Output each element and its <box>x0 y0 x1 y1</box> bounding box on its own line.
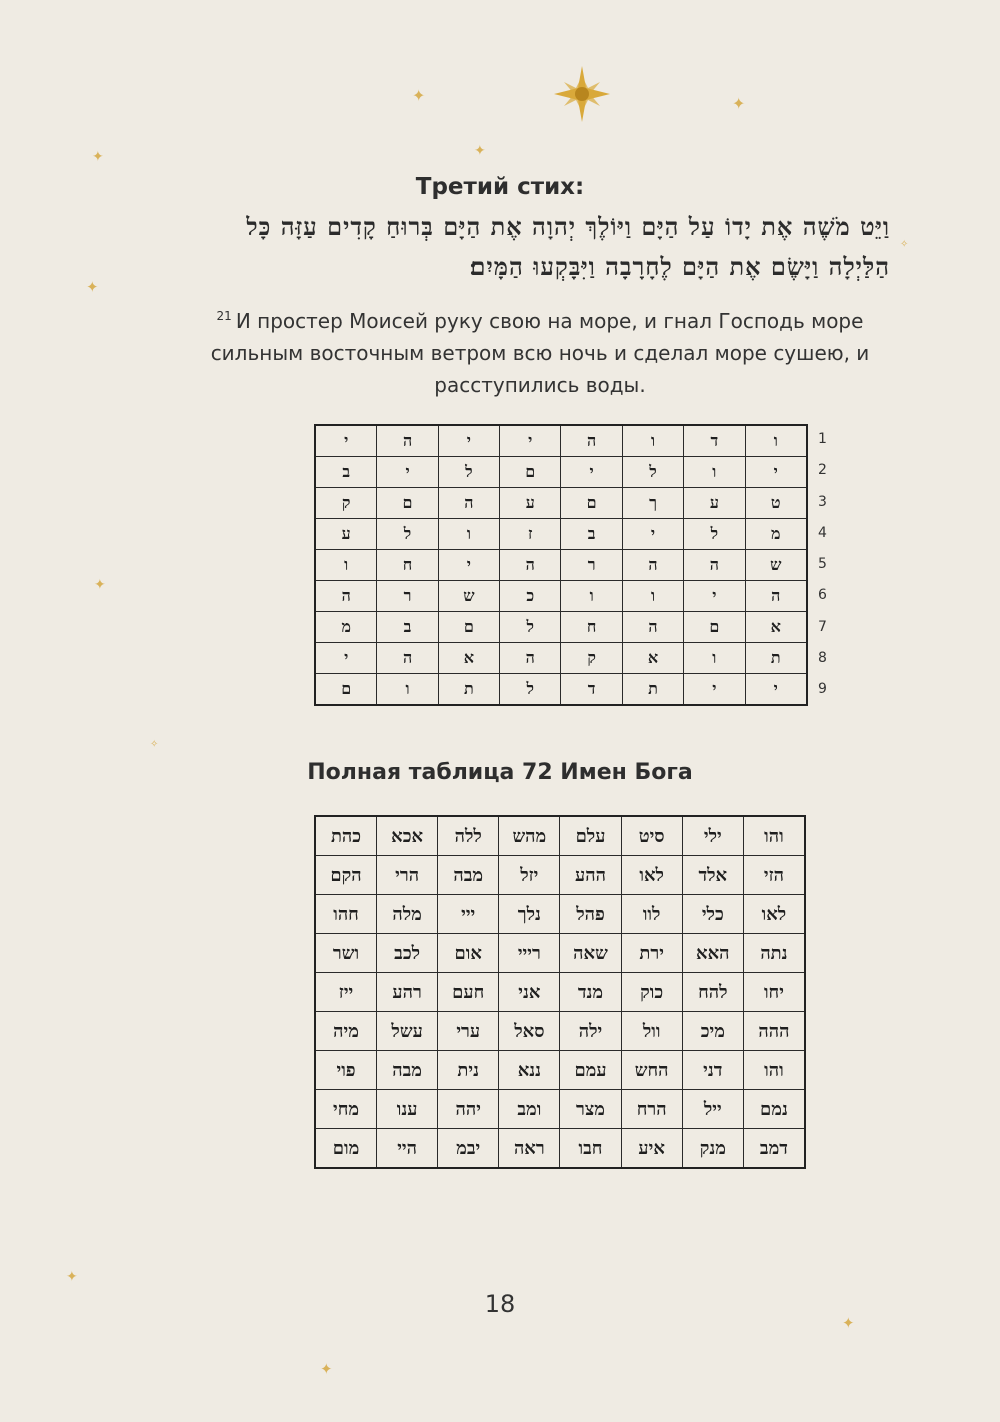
table-row <box>315 581 807 612</box>
name-cell: הרי <box>377 856 438 895</box>
name-cell: שאה <box>560 934 621 973</box>
letter-cell: ה <box>438 488 499 519</box>
name-cell: דמב <box>743 1129 805 1169</box>
name-cell: ערי <box>438 1012 499 1051</box>
name-cell: ושר <box>315 934 377 973</box>
letter-cell: ל <box>622 457 683 488</box>
name-cell: לאו <box>621 856 682 895</box>
verse-letters-table <box>314 424 808 706</box>
letter-cell: ת <box>622 674 683 706</box>
sun-icon <box>552 64 612 124</box>
letter-cell: ה <box>561 425 622 457</box>
name-cell: מיה <box>315 1012 377 1051</box>
letter-cell: ו <box>684 643 745 674</box>
name-cell: יחו <box>743 973 805 1012</box>
letter-cell: ש <box>438 581 499 612</box>
name-cell: נמם <box>743 1090 805 1129</box>
row-number: 3 <box>818 493 827 510</box>
row-numbers <box>818 424 838 706</box>
name-cell: ילה <box>560 1012 621 1051</box>
name-cell: פוי <box>315 1051 377 1090</box>
letter-cell: ה <box>622 550 683 581</box>
letter-cell: ו <box>622 425 683 457</box>
name-cell: מהש <box>499 816 560 856</box>
name-cell: יזל <box>499 856 560 895</box>
translation-text: И простер Моисей руку свою на море, и гнал Господь море сильным восточным ветром всю ночь и сделал море сушею, и расступились воды. <box>210 309 870 397</box>
letter-cell: ם <box>377 488 438 519</box>
letter-cell: י <box>684 674 745 706</box>
name-cell: איע <box>621 1129 682 1169</box>
letter-cell: י <box>315 425 377 457</box>
letter-cell: ק <box>315 488 377 519</box>
letter-cell: א <box>438 643 499 674</box>
letter-cell: י <box>315 643 377 674</box>
row-number: 8 <box>818 650 827 667</box>
name-cell: לכב <box>377 934 438 973</box>
table-row <box>315 816 805 856</box>
name-cell: ייי <box>438 895 499 934</box>
name-cell: לאו <box>743 895 805 934</box>
letter-cell: ו <box>684 457 745 488</box>
letter-cell: י <box>438 550 499 581</box>
letter-cell: ו <box>561 581 622 612</box>
letter-cell: ה <box>684 550 745 581</box>
name-cell: להח <box>682 973 743 1012</box>
row-number: 7 <box>818 618 827 635</box>
letter-cell: ע <box>500 488 561 519</box>
letter-cell: ר <box>377 581 438 612</box>
name-cell: כלי <box>682 895 743 934</box>
name-cell: ייז <box>315 973 377 1012</box>
name-cell: פהל <box>560 895 621 934</box>
name-cell: חהו <box>315 895 377 934</box>
star-icon: ✦ <box>320 1360 333 1378</box>
name-cell: והו <box>743 1051 805 1090</box>
letter-cell: ו <box>377 674 438 706</box>
letter-cell: ם <box>315 674 377 706</box>
name-cell: חבו <box>560 1129 621 1169</box>
section-title: Третий стих: <box>415 174 585 200</box>
name-cell: לוו <box>621 895 682 934</box>
letter-cell: ל <box>438 457 499 488</box>
letter-cell: ע <box>684 488 745 519</box>
star-icon: ✦ <box>92 149 104 165</box>
letter-cell: ו <box>745 425 807 457</box>
name-cell: החש <box>621 1051 682 1090</box>
name-cell: כהת <box>315 816 377 856</box>
table-row <box>315 519 807 550</box>
name-cell: מום <box>315 1129 377 1169</box>
name-cell: ענו <box>377 1090 438 1129</box>
table-row <box>315 1051 805 1090</box>
name-cell: הקם <box>315 856 377 895</box>
letter-cell: ו <box>438 519 499 550</box>
star-icon: ✦ <box>86 278 99 296</box>
letter-cell: ך <box>622 488 683 519</box>
letter-cell: א <box>622 643 683 674</box>
letter-cell: ת <box>745 643 807 674</box>
name-cell: יהה <box>438 1090 499 1129</box>
table-row <box>315 457 807 488</box>
name-cell: ללה <box>438 816 499 856</box>
letter-cell: ה <box>745 581 807 612</box>
name-cell: ננא <box>499 1051 560 1090</box>
name-cell: הזי <box>743 856 805 895</box>
name-cell: רייי <box>499 934 560 973</box>
letter-cell: מ <box>745 519 807 550</box>
names-table-title: Полная таблица 72 Имен Бога <box>307 760 693 785</box>
verse-number: 21 <box>216 309 232 323</box>
name-cell: מבה <box>438 856 499 895</box>
star-icon: ✦ <box>732 94 746 113</box>
page-number: 18 <box>484 1290 516 1318</box>
table-row <box>315 425 807 457</box>
star-icon: ✦ <box>66 1269 78 1285</box>
table-row <box>315 973 805 1012</box>
name-cell: מחי <box>315 1090 377 1129</box>
name-cell: אני <box>499 973 560 1012</box>
star-icon: ✧ <box>900 239 909 250</box>
letter-cell: ח <box>377 550 438 581</box>
name-cell: וול <box>621 1012 682 1051</box>
letter-cell: ה <box>377 643 438 674</box>
letter-cell: י <box>622 519 683 550</box>
letter-cell: י <box>561 457 622 488</box>
letter-cell: ו <box>315 550 377 581</box>
name-cell: ההה <box>743 1012 805 1051</box>
row-number: 4 <box>818 524 827 541</box>
letter-cell: ל <box>500 612 561 643</box>
name-cell: אום <box>438 934 499 973</box>
name-cell: דני <box>682 1051 743 1090</box>
letter-cell: ם <box>438 612 499 643</box>
name-cell: סאל <box>499 1012 560 1051</box>
letter-cell: ד <box>561 674 622 706</box>
letter-cell: י <box>377 457 438 488</box>
name-cell: נתה <box>743 934 805 973</box>
name-cell: והו <box>743 816 805 856</box>
letter-cell: י <box>500 425 561 457</box>
name-cell: ירת <box>621 934 682 973</box>
letter-cell: ה <box>622 612 683 643</box>
letter-cell: ו <box>622 581 683 612</box>
name-cell: מצר <box>560 1090 621 1129</box>
row-number: 5 <box>818 556 827 573</box>
letter-cell: ה <box>315 581 377 612</box>
letter-cell: ב <box>315 457 377 488</box>
hebrew-verse-line-2: הַלַּיְלָה וַיָּשֶׂם אֶת הַיָּם לֶחָרָבָה וַיִּבָּקְעוּ הַמָּיִם׃ <box>469 252 890 281</box>
letter-cell: כ <box>500 581 561 612</box>
letter-cell: ט <box>745 488 807 519</box>
letter-cell: ב <box>377 612 438 643</box>
table-row <box>315 895 805 934</box>
letter-cell: י <box>684 581 745 612</box>
name-cell: עלם <box>560 816 621 856</box>
row-number: 6 <box>818 587 827 604</box>
letter-cell: ל <box>500 674 561 706</box>
table-row <box>315 643 807 674</box>
table-row <box>315 856 805 895</box>
letter-cell: ש <box>745 550 807 581</box>
name-cell: ייל <box>682 1090 743 1129</box>
star-icon: ✧ <box>150 739 159 750</box>
row-number: 9 <box>818 681 827 698</box>
name-cell: עשל <box>377 1012 438 1051</box>
name-cell: אלד <box>682 856 743 895</box>
table-row <box>315 488 807 519</box>
star-icon: ✦ <box>94 577 106 593</box>
name-cell: רהע <box>377 973 438 1012</box>
row-number: 1 <box>818 431 827 447</box>
letter-cell: ה <box>500 643 561 674</box>
letter-cell: ח <box>561 612 622 643</box>
name-cell: האא <box>682 934 743 973</box>
table-row <box>315 550 807 581</box>
name-cell: נית <box>438 1051 499 1090</box>
star-icon: ✦ <box>474 143 486 159</box>
name-cell: מבה <box>377 1051 438 1090</box>
letter-cell: ה <box>377 425 438 457</box>
table-row <box>315 1012 805 1051</box>
letter-cell: ל <box>377 519 438 550</box>
table-row <box>315 674 807 706</box>
letter-cell: ב <box>561 519 622 550</box>
name-cell: מנד <box>560 973 621 1012</box>
name-cell: סיט <box>621 816 682 856</box>
table-row <box>315 1129 805 1169</box>
letter-cell: ז <box>500 519 561 550</box>
star-icon: ✦ <box>842 1314 855 1332</box>
table-row <box>315 934 805 973</box>
letter-cell: ד <box>684 425 745 457</box>
name-cell: יבמ <box>438 1129 499 1169</box>
table-row <box>315 612 807 643</box>
name-cell: חעם <box>438 973 499 1012</box>
letter-cell: י <box>745 674 807 706</box>
name-cell: מנק <box>682 1129 743 1169</box>
letter-cell: ה <box>500 550 561 581</box>
letter-cell: ק <box>561 643 622 674</box>
letter-cell: ר <box>561 550 622 581</box>
letter-cell: א <box>745 612 807 643</box>
name-cell: נלך <box>499 895 560 934</box>
letter-cell: ע <box>315 519 377 550</box>
name-cell: ילי <box>682 816 743 856</box>
name-cell: ההע <box>560 856 621 895</box>
name-cell: אכא <box>377 816 438 856</box>
letter-cell: ם <box>684 612 745 643</box>
letter-cell: י <box>745 457 807 488</box>
row-number: 2 <box>818 462 827 479</box>
letter-cell: ת <box>438 674 499 706</box>
table-row <box>315 1090 805 1129</box>
name-cell: כוק <box>621 973 682 1012</box>
name-cell: מלה <box>377 895 438 934</box>
letter-cell: ם <box>561 488 622 519</box>
star-icon: ✦ <box>412 86 426 105</box>
letter-cell: מ <box>315 612 377 643</box>
name-cell: עמם <box>560 1051 621 1090</box>
name-cell: היי <box>377 1129 438 1169</box>
name-cell: ראה <box>499 1129 560 1169</box>
letter-cell: ל <box>684 519 745 550</box>
name-cell: מיכ <box>682 1012 743 1051</box>
verse-translation <box>195 300 885 401</box>
hebrew-verse-line-1: וַיֵּט מֹשֶׁה אֶת יָדוֹ עַל הַיָּם וַיּוֹלֶךְ יְהוָה אֶת הַיָּם בְּרוּחַ קָדִים עַזָּה כָּל <box>246 212 890 241</box>
name-cell: הרח <box>621 1090 682 1129</box>
letter-cell: ם <box>500 457 561 488</box>
letter-cell: י <box>438 425 499 457</box>
names-72-table <box>314 815 806 1169</box>
name-cell: ומב <box>499 1090 560 1129</box>
